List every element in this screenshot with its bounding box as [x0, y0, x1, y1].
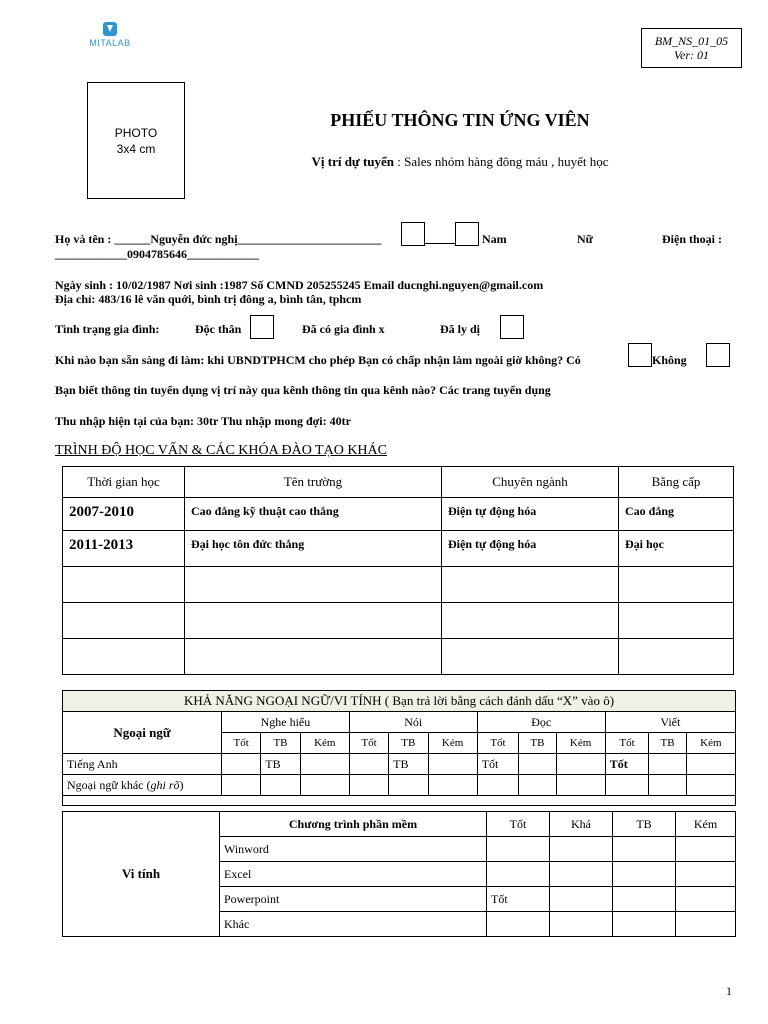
software-name: Winword — [220, 837, 487, 862]
group-speaking: Nói — [349, 712, 477, 733]
skill-cell[interactable] — [222, 754, 261, 775]
document-version: Ver: 01 — [674, 48, 709, 62]
skill-cell[interactable]: TB — [261, 754, 300, 775]
table-row — [63, 567, 734, 603]
skill-cell[interactable] — [550, 912, 613, 937]
study-time-cell[interactable]: 2007-2010 — [63, 498, 185, 531]
english-label: Tiếng Anh — [63, 754, 222, 775]
empty-cell[interactable] — [619, 639, 734, 675]
major-cell[interactable]: Điện tự động hóa — [442, 498, 619, 531]
skill-cell[interactable] — [389, 775, 428, 796]
page-title: PHIẾU THÔNG TIN ỨNG VIÊN — [330, 110, 590, 130]
availability-line[interactable]: Khi nào bạn sẵn sàng đi làm: khi UBNDTPHCM cho phép Bạn có chấp nhận làm ngoài giờ không? Có — [55, 353, 581, 367]
skill-cell[interactable] — [487, 837, 550, 862]
school-cell[interactable]: Đại học tôn đức thắng — [185, 531, 442, 567]
level-poor: Kém — [428, 733, 477, 754]
skill-cell[interactable] — [222, 775, 261, 796]
skill-cell[interactable] — [649, 754, 686, 775]
skill-cell[interactable] — [550, 862, 613, 887]
other-language-close: ) — [179, 777, 184, 792]
marital-label: Tình trạng gia đình: — [55, 322, 160, 336]
study-time-cell[interactable]: 2011-2013 — [63, 531, 185, 567]
company-logo — [80, 22, 140, 48]
software-level-good: Tốt — [487, 812, 550, 837]
level-poor: Kém — [556, 733, 605, 754]
male-checkbox[interactable] — [401, 222, 425, 246]
skill-cell[interactable] — [556, 754, 605, 775]
empty-cell[interactable] — [442, 567, 619, 603]
phone-label: Điện thoại : — [662, 232, 722, 246]
skill-cell[interactable]: Tốt — [477, 754, 519, 775]
skill-cell[interactable] — [676, 887, 736, 912]
empty-cell[interactable] — [185, 639, 442, 675]
computer-label: Vi tính — [63, 812, 220, 937]
other-language-row — [63, 775, 736, 796]
gender-female-label: Nữ — [577, 232, 593, 246]
empty-cell[interactable] — [63, 603, 185, 639]
level-poor: Kém — [686, 733, 735, 754]
overtime-no-checkbox[interactable] — [706, 343, 730, 367]
address-line[interactable]: Địa chỉ: 483/16 lê văn quới, bình trị đông a, bình tân, tphcm — [55, 292, 362, 306]
level-average: TB — [261, 733, 300, 754]
level-good: Tốt — [222, 733, 261, 754]
col-degree: Bằng cấp — [619, 467, 734, 498]
skill-cell[interactable] — [556, 775, 605, 796]
single-label: Độc thân — [195, 322, 242, 336]
other-language-label — [63, 775, 222, 796]
spacer-cell — [63, 796, 736, 806]
skill-cell[interactable] — [550, 837, 613, 862]
software-header-row — [63, 812, 736, 837]
empty-cell[interactable] — [185, 567, 442, 603]
position-value: : Sales nhóm hàng đông máu , huyết học — [394, 154, 609, 169]
divorced-checkbox[interactable] — [500, 315, 524, 339]
name-line[interactable]: Họ và tên : ______Nguyễn đức nghị________________________ — [55, 232, 382, 246]
group-reading: Đọc — [477, 712, 605, 733]
skill-cell[interactable] — [676, 862, 736, 887]
language-label: Ngoại ngữ — [63, 712, 222, 754]
skill-cell[interactable] — [613, 862, 676, 887]
skill-cell[interactable]: TB — [389, 754, 428, 775]
overtime-yes-checkbox[interactable] — [628, 343, 652, 367]
skill-cell[interactable] — [613, 837, 676, 862]
software-header: Chương trình phần mềm — [220, 812, 487, 837]
female-checkbox[interactable] — [455, 222, 479, 246]
skill-cell[interactable] — [349, 775, 388, 796]
table-row — [63, 531, 734, 567]
gender-male-label: Nam — [482, 232, 507, 246]
skill-cell[interactable] — [519, 775, 556, 796]
skill-cell[interactable] — [477, 775, 519, 796]
skills-heading: KHẢ NĂNG NGOẠI NGỮ/VI TÍNH ( Bạn trả lời bằng cách đánh dấu “X” vào ô) — [63, 691, 736, 712]
software-name: Powerpoint — [220, 887, 487, 912]
skill-cell[interactable] — [349, 754, 388, 775]
divorced-label: Đã ly dị — [440, 322, 481, 336]
software-level-fair: Khá — [550, 812, 613, 837]
skills-table — [62, 690, 736, 806]
software-name: Khác — [220, 912, 487, 937]
software-level-average: TB — [613, 812, 676, 837]
degree-cell[interactable]: Cao đẳng — [619, 498, 734, 531]
phone-value[interactable]: ____________0904785646____________ — [55, 247, 259, 261]
position-line — [200, 154, 720, 170]
skill-cell[interactable] — [686, 775, 735, 796]
empty-cell[interactable] — [63, 567, 185, 603]
level-good: Tốt — [477, 733, 519, 754]
photo-label: PHOTO — [114, 126, 158, 140]
skill-cell[interactable] — [686, 754, 735, 775]
empty-cell[interactable] — [63, 639, 185, 675]
skill-cell[interactable] — [676, 837, 736, 862]
position-label: Vị trí dự tuyển — [311, 154, 395, 169]
skill-cell[interactable] — [613, 887, 676, 912]
empty-cell[interactable] — [442, 639, 619, 675]
skill-cell[interactable] — [261, 775, 300, 796]
education-table — [62, 466, 734, 675]
overtime-no-label: Không — [652, 353, 687, 367]
photo-size: 3x4 cm — [116, 142, 156, 156]
married-label: Đã có gia đình x — [302, 322, 385, 336]
computer-table — [62, 811, 736, 937]
level-average: TB — [389, 733, 428, 754]
skill-cell[interactable] — [519, 754, 556, 775]
major-cell[interactable]: Điện tự động hóa — [442, 531, 619, 567]
group-listening: Nghe hiểu — [222, 712, 350, 733]
skill-cell[interactable] — [613, 912, 676, 937]
logo-text: MITALAB — [89, 38, 131, 48]
skill-cell[interactable] — [550, 887, 613, 912]
document-code — [641, 28, 742, 68]
col-study-time: Thời gian học — [63, 467, 185, 498]
table-row — [63, 498, 734, 531]
level-good: Tốt — [605, 733, 649, 754]
photo-box — [87, 82, 185, 199]
table-row — [63, 603, 734, 639]
skill-cell[interactable] — [487, 912, 550, 937]
skill-cell[interactable] — [487, 862, 550, 887]
col-school: Tên trường — [185, 467, 442, 498]
skill-cell[interactable]: Tốt — [487, 887, 550, 912]
software-name: Excel — [220, 862, 487, 887]
skill-cell[interactable] — [428, 754, 477, 775]
document-code-line1: BM_NS_01_05 — [654, 34, 729, 48]
underline-segment — [425, 243, 455, 244]
skills-heading-row — [63, 691, 736, 712]
empty-cell[interactable] — [619, 567, 734, 603]
level-good: Tốt — [349, 733, 388, 754]
other-language-hint: ghi rõ — [150, 777, 180, 792]
income-line[interactable]: Thu nhập hiện tại của bạn: 30tr Thu nhập mong đợi: 40tr — [55, 414, 351, 428]
birth-line[interactable]: Ngày sinh : 10/02/1987 Nơi sinh :1987 Số CMND 205255245 Email ducnghi.nguyen@gmail.com — [55, 278, 544, 292]
school-cell[interactable]: Cao đẳng kỹ thuật cao thắng — [185, 498, 442, 531]
group-writing: Viết — [605, 712, 735, 733]
single-checkbox[interactable] — [250, 315, 274, 339]
english-row — [63, 754, 736, 775]
source-line[interactable]: Bạn biết thông tin tuyển dụng vị trí này qua kênh thông tin qua kênh nào? Các trang tuyển dụng — [55, 383, 551, 397]
level-average: TB — [519, 733, 556, 754]
skill-cell[interactable] — [676, 912, 736, 937]
logo-icon — [103, 22, 117, 36]
skill-cell[interactable] — [300, 775, 349, 796]
level-average: TB — [649, 733, 686, 754]
software-level-poor: Kém — [676, 812, 736, 837]
education-heading: TRÌNH ĐỘ HỌC VẤN & CÁC KHÓA ĐÀO TẠO KHÁC — [55, 443, 387, 458]
language-group-row — [63, 712, 736, 733]
skill-cell[interactable] — [649, 775, 686, 796]
skill-cell[interactable] — [428, 775, 477, 796]
spacer-row — [63, 796, 736, 806]
empty-cell[interactable] — [442, 603, 619, 639]
table-row — [63, 639, 734, 675]
education-header-row — [63, 467, 734, 498]
skill-cell[interactable] — [605, 775, 649, 796]
skill-cell[interactable]: Tốt — [605, 754, 649, 775]
other-language-text: Ngoại ngữ khác ( — [67, 777, 151, 792]
page-number: 1 — [726, 984, 732, 998]
skill-cell[interactable] — [300, 754, 349, 775]
empty-cell[interactable] — [185, 603, 442, 639]
col-major: Chuyên ngành — [442, 467, 619, 498]
degree-cell[interactable]: Đại học — [619, 531, 734, 567]
level-poor: Kém — [300, 733, 349, 754]
empty-cell[interactable] — [619, 603, 734, 639]
